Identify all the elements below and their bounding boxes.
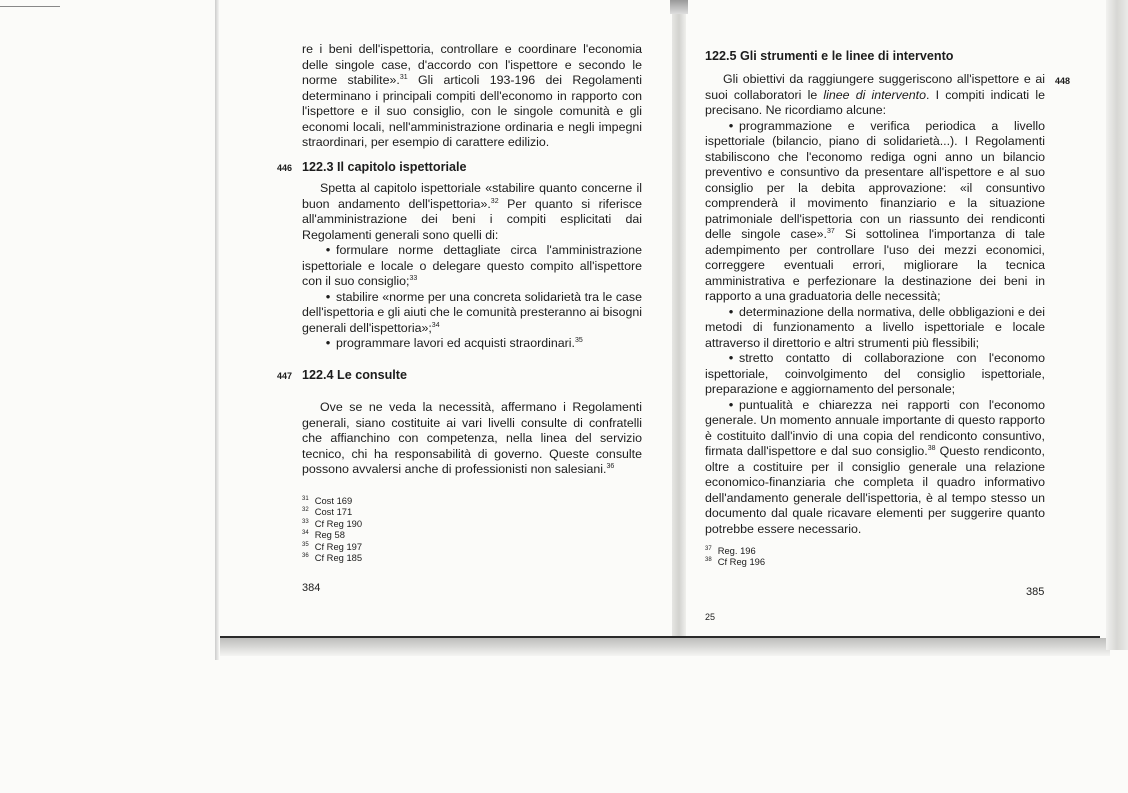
consulte-text: Ove se ne veda la necessità, affermano i Regolamenti generali, siano costituite ai vari livelli consulte di confratelli che affianchino con competenza, nella linea del servizio tecnico, chi ha responsabilità di governo. Queste consulte possono avvalersi anche di professionisti non salesiani. [302, 400, 642, 476]
margin-number-448: 448 [1055, 76, 1071, 86]
list-item: • puntualità e chiarezza nei rapporti con l'economo generale. Un momento annuale importante di questo rapporto è costituito dall'invio di una copia del rendiconto consuntivo, firmata dall'ispettore e dal suo consiglio.$^{38}$ Questo rendiconto, oltre a costituire per il consiglio generale una relazione economico-finanziaria che completa il quadro informativo dell'andamento generale dell'ispettoria, è al tempo stesso un documento dal quale ricavare elementi per suggerire quanto potrebbe essere necessario. [705, 397, 1045, 536]
spine-top-shadow [670, 0, 688, 14]
right-footnotes [705, 545, 765, 568]
strumenti-intro-2: . I compiti indicati le precisano. Ne ricordiamo alcune: [705, 87, 1045, 117]
footnote-item: $^{31}$ Cost 169 [302, 495, 353, 506]
page-number-left: 384 [302, 582, 321, 594]
footnote-item: $^{34}$ Reg 58 [302, 529, 345, 541]
capitolo-intro-1: Spetta al capitolo ispettoriale «stabilire quanto concerne il buon andamento dell'ispettoria». [302, 181, 642, 211]
right-page-edge [1106, 0, 1128, 650]
list-item: • stabilire «norme per una concreta solidarietà tra le case dell'ispettoria e gli aiuti che le comunità presteranno ai bisogni generali dell'ispettoria»;$^{34}$ [302, 289, 642, 335]
strumenti-intro-emphasis: linee di intervento [823, 87, 926, 102]
book-bottom-shadow [220, 638, 1110, 656]
margin-number-447: 447 [277, 371, 293, 381]
footnote-ref-35: 35 [574, 336, 583, 344]
bullet-icon: • [728, 351, 734, 365]
bullet-icon: • [728, 304, 734, 319]
footnote-item: $^{36}$ Cf Reg 185 [302, 552, 363, 564]
list-item: • formulare norme dettagliate circa l'amministrazione ispettoriale e locale o delegare questo compito all'ispettore con il suo consiglio;$^{33}$ [302, 243, 642, 288]
left-continuation-paragraph [302, 42, 642, 151]
left-footnotes [302, 495, 362, 563]
heading-consulte: 122.4 Le consulte [302, 368, 407, 382]
section-strumenti-body [705, 72, 1045, 537]
left-page-edge [215, 0, 219, 660]
list-item: • determinazione della normativa, delle obbligazioni e dei metodi di funzionamento a livello ispettoriale e locale attraverso il direttorio e altri strumenti più flessibili; [705, 304, 1045, 350]
book-spine-gutter [672, 0, 686, 642]
heading-strumenti-linee: 122.5 Gli strumenti e le linee di intervento [705, 49, 954, 63]
footnote-ref-38: 38 [927, 444, 936, 452]
footnote-item: $^{37}$ Reg. 196 [705, 545, 756, 556]
scan-edge-line [0, 6, 60, 7]
section-consulte-body [302, 400, 642, 478]
margin-number-446: 446 [277, 163, 293, 173]
footnote-item: $^{38}$ Cf Reg 196 [705, 556, 766, 568]
list-item: • programmazione e verifica periodica a livello ispettoriale (bilancio, piano di solidarietà...). I Regolamenti stabiliscono che l'economo rediga ogni anno un bilancio preventivo e consuntivo da presentare all'ispettore e al suo consiglio per la debita approvazione: «il consuntivo comprenderà il movimento finanziario e la situazione patrimoniale dell'ispettoria con un riassunto dei rendiconti delle singole case».$^{37}$ Si sottolinea l'importanza di tale adempimento per controllare l'uso dei mezzi economici, correggere eventuali errori, migliorare la tecnica amministrativa e perfezionare la destinazione dei beni in rapporto a una graduatoria delle necessità; [705, 118, 1045, 303]
footnote-ref-32: 32 [490, 197, 499, 205]
bullet-icon: • [728, 397, 734, 412]
bullet-icon: • [325, 336, 331, 350]
bullet-icon: • [325, 243, 331, 257]
continuation-text-2: Gli articoli 193-196 dei Regolamenti determinano i principali compiti dell'economo in rapporto con l'ispettore e il suo consiglio, con le singole comunità e gli economi locali, nell'amministrazione ordinaria e negli impegni straordinari, per esempio di carattere edilizio. [302, 73, 642, 149]
continuation-text-1: re i beni dell'ispettoria, controllare e coordinare l'economia delle singole case, d'accordo con l'ispettore e secondo le norme stabilite». [302, 42, 642, 87]
footnote-ref-36: 36 [606, 462, 615, 470]
strumenti-intro-1: Gli obiettivi da raggiungere suggeriscono all'ispettore e ai suoi collaboratori le [705, 72, 1045, 102]
footnote-item: $^{33}$ Cf Reg 190 [302, 517, 363, 529]
footnote-item: $^{32}$ Cost 171 [302, 506, 353, 518]
section-capitolo-body [302, 181, 642, 352]
bullet-icon: • [325, 289, 331, 304]
heading-capitolo-ispettoriale: 122.3 Il capitolo ispettoriale [302, 160, 467, 174]
footnote-ref-34: 34 [431, 321, 440, 329]
capitolo-intro-2: Per quanto si riferisce all'amministrazione dei beni i compiti esplicitati dai Regolamenti generali sono quelli di: [302, 196, 643, 242]
list-item: • stretto contatto di collaborazione con l'economo ispettoriale, coinvolgimento del consiglio ispettoriale, preparazione e aggiornamento del personale; [705, 351, 1045, 396]
signature-mark: 25 [705, 612, 716, 622]
footnote-ref-33: 33 [409, 274, 418, 282]
footnote-ref-37: 37 [827, 227, 835, 235]
page-number-right: 385 [1026, 586, 1045, 598]
list-item: • programmare lavori ed acquisti straordinari.$^{35}$ [302, 336, 642, 352]
footnote-item: $^{35}$ Cf Reg 197 [302, 540, 363, 552]
footnote-ref-31: 31 [399, 73, 408, 81]
bullet-icon: • [728, 118, 734, 133]
